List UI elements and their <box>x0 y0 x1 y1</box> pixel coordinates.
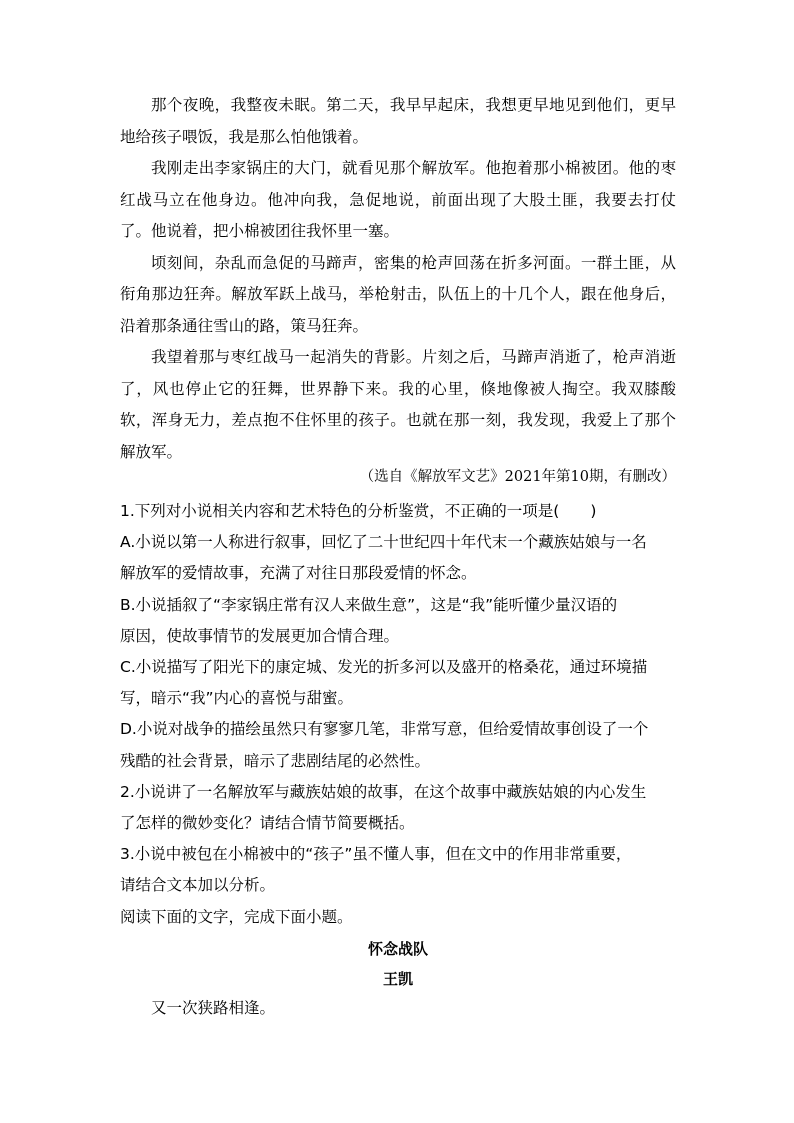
option-c-line-1: C.小说描写了阳光下的康定城、发光的折多河以及盛开的格桑花，通过环境描 <box>120 658 648 677</box>
option-b-line-2: 原因，使故事情节的发展更加合情合理。 <box>120 626 400 645</box>
story-paragraph: 我刚走出李家锅庄的大门，就看见那个解放军。他抱着那小棉被团。他的枣红战马立在他身边。他冲向我，急促地说，前面出现了大股土匪，我要去打仗了。他说着，把小棉被团往我怀里一塞。 <box>120 159 676 240</box>
question-3-line-2: 请结合文本加以分析。 <box>120 876 276 895</box>
questions-block <box>120 496 676 933</box>
story-excerpt <box>120 90 676 468</box>
option-b-line-1: B.小说插叙了“李家锅庄常有汉人来做生意”，这是“我”能听懂少量汉语的 <box>120 595 618 614</box>
source-citation: （选自《解放军文艺》2021年第10期，有删改） <box>359 469 676 485</box>
option-a-line-1: A.小说以第一人称进行叙事，回忆了二十世纪四十年代末一个藏族姑娘与一名 <box>120 533 647 552</box>
option-d-line-2: 残酷的社会背景，暗示了悲剧结尾的必然性。 <box>120 751 431 770</box>
story-paragraph: 顷刻间，杂乱而急促的马蹄声，密集的枪声回荡在折多河面。一群土匪，从衔角那边狂奔。解放军跃上战马，举枪射击，队伍上的十几个人，跟在他身后，沿着那条通往雪山的路，策马狂奔。 <box>120 253 676 335</box>
article-title: 怀念战队 <box>367 940 428 958</box>
story-paragraph: 那个夜晚，我整夜未眠。第二天，我早早起床，我想更早地见到他们，更早地给孩子喂饭，我是那么怕他饿着。 <box>120 96 676 146</box>
reading-instruction: 阅读下面的文字，完成下面小题。 <box>120 907 353 926</box>
article-author: 王凯 <box>382 970 413 988</box>
option-c-line-2: 写，暗示“我”内心的喜悦与甜蜜。 <box>120 689 354 708</box>
question-1: 1.下列对小说相关内容和艺术特色的分析鉴赏，不正确的一项是( ) <box>120 502 597 520</box>
option-d-line-1: D.小说对战争的描绘虽然只有寥寥几笔，非常写意，但给爱情故事创设了一个 <box>120 720 649 739</box>
story-paragraph: 我望着那与枣红战马一起消失的背影。片刻之后，马蹄声消逝了，枪声消逝了，风也停止它的狂舞，世界静下来。我的心里，倏地像被人掏空。我双膝酸软，浑身无力，差点抱不住怀里的孩子。也就在那一刻，我发现，我爱上了那个解放军。 <box>120 348 676 461</box>
question-2-line-1: 2.小说讲了一名解放军与藏族姑娘的故事，在这个故事中藏族姑娘的内心发生 <box>120 782 647 801</box>
article-opening: 又一次狭路相逢。 <box>151 999 276 1017</box>
question-3-line-1: 3.小说中被包在小棉被中的“孩子”虽不懂人事，但在文中的作用非常重要， <box>120 845 632 864</box>
option-a-line-2: 解放军的爱情故事，充满了对往日那段爱情的怀念。 <box>120 564 477 583</box>
question-2-line-2: 了怎样的微妙变化？请结合情节简要概括。 <box>120 814 415 833</box>
